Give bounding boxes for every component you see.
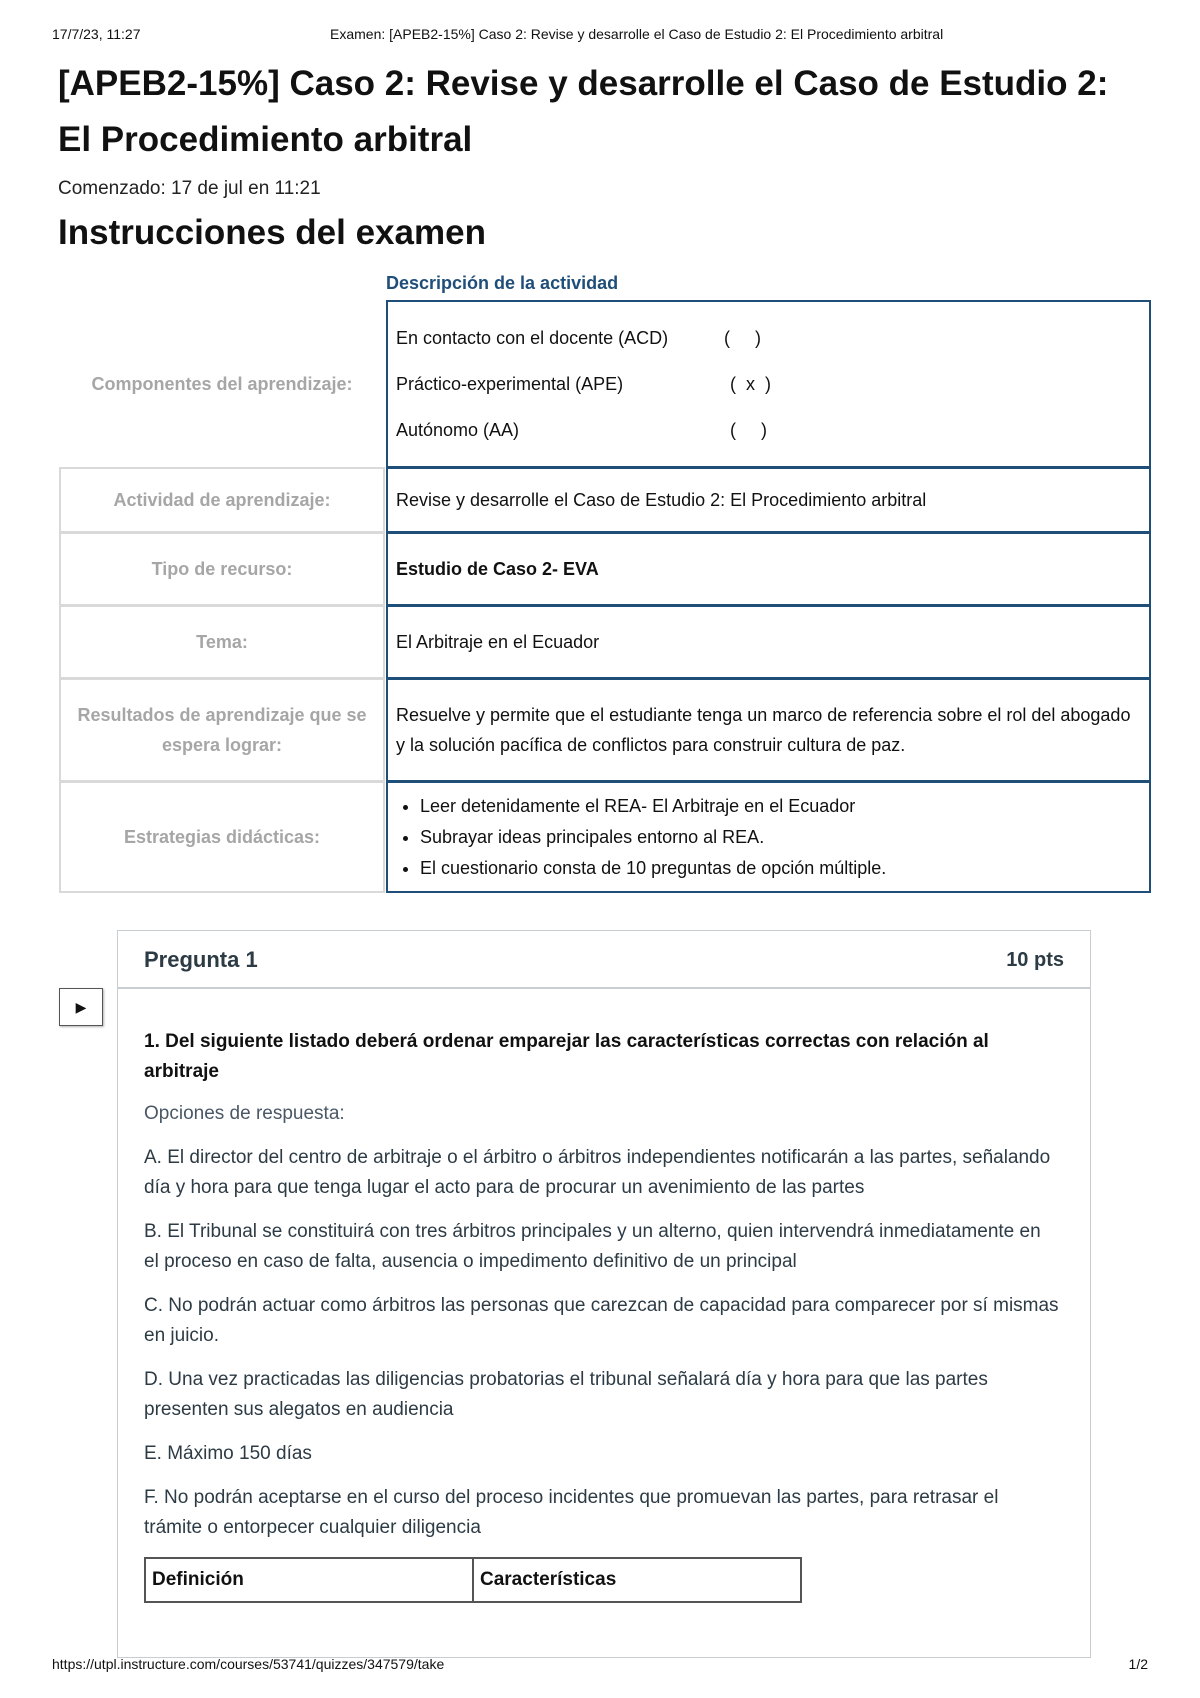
component-item: [396, 407, 1141, 453]
component-item-mark: ( x ): [730, 374, 771, 394]
question-name: Pregunta 1: [144, 947, 258, 972]
answer-option: D. Una vez practicadas las diligencias probatorias el tribunal señalará día y hora para que las partes presenten sus alegatos en audiencia: [144, 1369, 988, 1420]
answer-option: A. El director del centro de arbitraje o el árbitro o árbitros independientes notificarán a las partes, señalando día y hora para que tenga lugar el acto para de procurar un avenimiento de las partes: [144, 1147, 1051, 1198]
strategies-list: [396, 791, 1141, 884]
print-footer: [52, 1656, 1148, 1676]
activity-row: [59, 467, 1151, 533]
components-value: [386, 300, 1151, 468]
answer-options-title: Opciones de respuesta:: [144, 1103, 345, 1124]
topic-row: [59, 605, 1151, 679]
outcomes-label: Resultados de aprendizaje que se espera lograr:: [59, 678, 385, 782]
table-header-definition: Definición: [145, 1558, 473, 1602]
resource-label: Tipo de recurso:: [59, 532, 385, 606]
list-item: • Subrayar ideas principales entorno al REA.: [420, 822, 1141, 853]
outcomes-row: [59, 678, 1151, 782]
components-label: Componentes del aprendizaje:: [91, 374, 353, 394]
answer-option: B. El Tribunal se constituirá con tres árbitros principales y un alterno, quien intervendrá inmediatamente en el proceso en caso de falta, ausencia o impedimento definitivo de un principal: [144, 1221, 1041, 1272]
print-document-title: Examen: [APEB2-15%] Caso 2: Revise y desarrolle el Caso de Estudio 2: El Procedimiento arbitral: [330, 26, 944, 42]
play-icon[interactable]: ▶: [59, 988, 103, 1026]
answer-option: F. No podrán aceptarse en el curso del proceso incidentes que promuevan las partes, para retrasar el trámite o entorpecer cualquier diligencia: [144, 1487, 999, 1538]
table-header-characteristics: Características: [473, 1558, 801, 1602]
resource-value: Estudio de Caso 2- EVA: [386, 532, 1151, 606]
page-title: [APEB2-15%] Caso 2: Revise y desarrolle el Caso de Estudio 2: El Procedimiento arbitral: [58, 64, 1109, 159]
print-date: 17/7/23, 11:27: [52, 26, 141, 42]
question-body: [144, 1027, 1060, 1603]
component-item: [396, 315, 1141, 361]
resource-row: [59, 532, 1151, 606]
activity-label: Actividad de aprendizaje:: [59, 467, 385, 533]
topic-value: El Arbitraje en el Ecuador: [386, 605, 1151, 679]
matching-table: [144, 1557, 802, 1603]
component-item-mark: ( ): [730, 420, 767, 440]
component-item-label: Práctico-experimental (APE): [396, 374, 624, 394]
component-item-label: Autónomo (AA): [396, 420, 520, 440]
topic-label: Tema:: [59, 605, 385, 679]
question-points: 10 pts: [1006, 949, 1064, 971]
activity-value: Revise y desarrolle el Caso de Estudio 2: El Procedimiento arbitral: [386, 467, 1151, 533]
list-item: • El cuestionario consta de 10 preguntas de opción múltiple.: [420, 853, 1141, 884]
answer-option: C. No podrán actuar como árbitros las personas que carezcan de capacidad para comparecer por sí mismas en juicio.: [144, 1295, 1059, 1346]
question-prompt: 1. Del siguiente listado deberá ordenar emparejar las características correctas con relación al arbitraje: [144, 1031, 989, 1082]
component-item: [396, 361, 1141, 407]
quiz-started: Comenzado: 17 de jul en 11:21: [58, 178, 321, 199]
strategies-label: Estrategias didácticas:: [59, 781, 385, 893]
components-row: [59, 300, 1151, 468]
component-item-mark: ( ): [724, 328, 761, 348]
print-url: https://utpl.instructure.com/courses/53741/quizzes/347579/take: [52, 1656, 445, 1672]
activity-table-caption: Descripción de la actividad: [386, 273, 619, 293]
list-item: • Leer detenidamente el REA- El Arbitraje en el Ecuador: [420, 791, 1141, 822]
question-header: [118, 931, 1090, 989]
instructions-heading: Instrucciones del examen: [58, 213, 486, 252]
answer-option: E. Máximo 150 días: [144, 1443, 312, 1464]
print-header: [52, 26, 1148, 46]
strategies-value: [386, 781, 1151, 893]
outcomes-value: Resuelve y permite que el estudiante tenga un marco de referencia sobre el rol del abogado y la solución pacífica de conflictos para construir cultura de paz.: [386, 678, 1151, 782]
question-card: [117, 930, 1091, 1658]
page-number: 1/2: [1128, 1656, 1148, 1672]
strategies-row: [59, 781, 1151, 893]
component-item-label: En contacto con el docente (ACD): [396, 328, 669, 348]
